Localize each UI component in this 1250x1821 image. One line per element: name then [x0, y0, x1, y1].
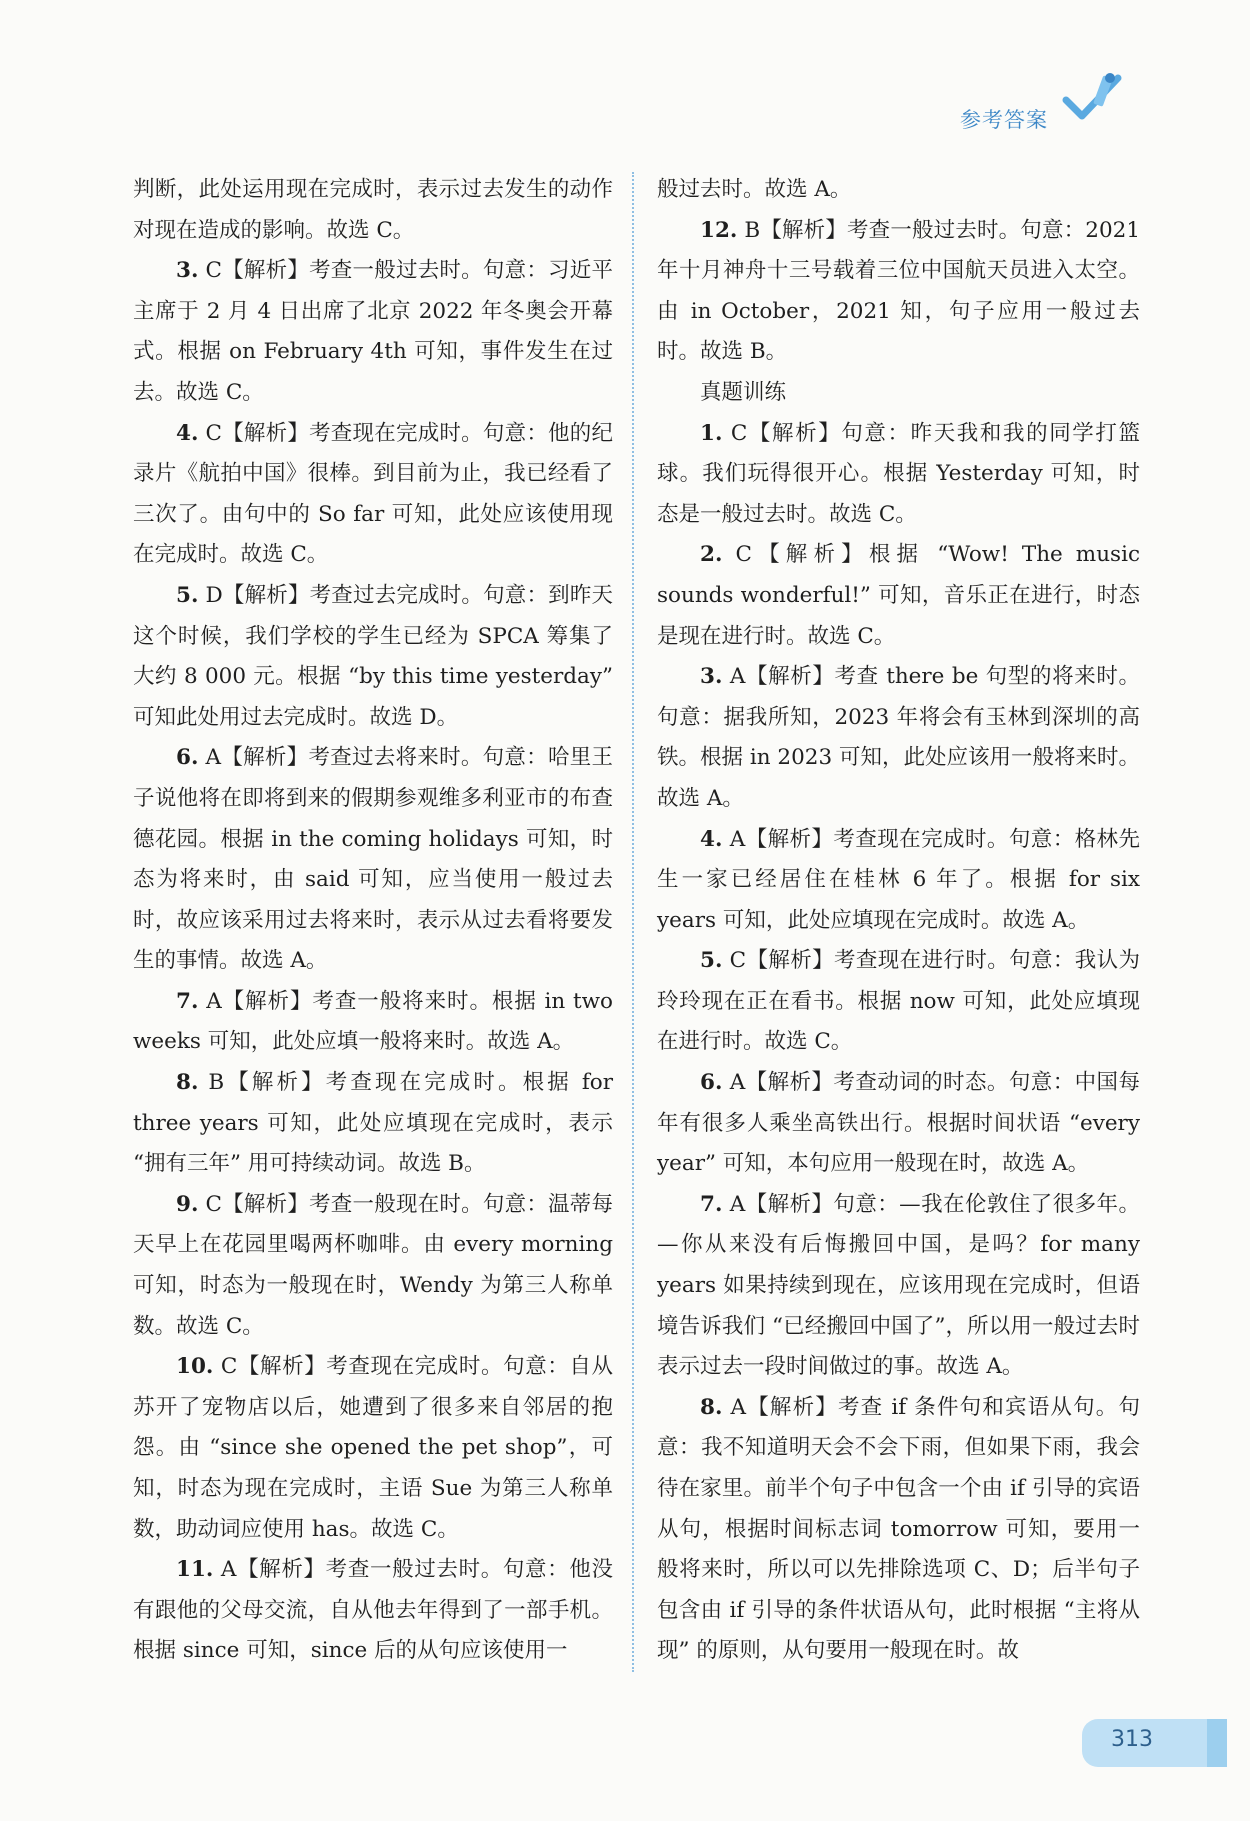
- page-number-tab-edge: [1207, 1719, 1227, 1767]
- left-column: [133, 170, 613, 1672]
- answer-paragraph: [133, 738, 613, 982]
- answer-paragraph: [657, 373, 1140, 414]
- question-number: 10.: [176, 1354, 214, 1380]
- question-number: 1.: [700, 420, 723, 446]
- answer-paragraph: [657, 414, 1140, 536]
- answer-text: D【解析】考查过去完成时。句意：到昨天这个时候，我们学校的学生已经为 SPCA 筹集了大约 8 000 元。根据 “by this time yesterday” 可知此处用过去完成时。故选 D。: [133, 582, 613, 730]
- answer-paragraph: [657, 1185, 1140, 1388]
- answer-text: C【解析】考查一般现在时。句意：温蒂每天早上在花园里喝两杯咖啡。由 every morning 可知，时态为一般现在时，Wendy 为第三人称单数。故选 C。: [133, 1191, 613, 1339]
- answer-text: A【解析】考查一般过去时。句意：他没有跟他的父母交流，自从他去年得到了一部手机。根据 since 可知，since 后的从句应该使用一: [133, 1557, 613, 1664]
- right-column: [657, 170, 1140, 1672]
- question-number: 7.: [176, 988, 199, 1014]
- answer-text: C【解析】句意：昨天我和我的同学打篮球。我们玩得很开心。根据 Yesterday 可知，时态是一般过去时。故选 C。: [657, 420, 1140, 527]
- answer-paragraph: [657, 657, 1140, 819]
- answer-paragraph: [657, 941, 1140, 1063]
- answer-text: C【解析】考查现在完成时。句意：自从苏开了宠物店以后，她遭到了很多来自邻居的抱怨。由 “since she opened the pet shop”，可知，时态为现在完成时，主语 Sue 为第三人称单数，助动词应使用 has。故选 C。: [133, 1354, 613, 1542]
- question-number: 4.: [176, 420, 199, 446]
- answer-text: C【解析】考查现在进行时。句意：我认为玲玲现在正在看书。根据 now 可知，此处应填现在进行时。故选 C。: [657, 948, 1140, 1055]
- answer-paragraph: [133, 1550, 613, 1672]
- answer-text: 般过去时。故选 A。: [657, 177, 852, 202]
- answer-text: C【解析】根据 “Wow! The music sounds wonderful!” 可知，音乐正在进行，时态是现在进行时。故选 C。: [657, 542, 1140, 649]
- answer-text: A【解析】句意：—我在伦敦住了很多年。—你从来没有后悔搬回中国，是吗？for many years 如果持续到现在，应该用现在完成时，但语境告诉我们 “已经搬回中国了”，所以用一般过去时表示过去一段时间做过的事。故选 A。: [657, 1191, 1140, 1380]
- question-number: 6.: [176, 745, 199, 771]
- question-number: 6.: [700, 1070, 723, 1096]
- answer-text: C【解析】考查现在完成时。句意：他的纪录片《航拍中国》很棒。到目前为止，我已经看了三次了。由句中的 So far 可知，此处应该使用现在完成时。故选 C。: [133, 420, 613, 568]
- answer-paragraph: [657, 1063, 1140, 1185]
- answer-paragraph: [657, 535, 1140, 657]
- answer-paragraph: [133, 251, 613, 413]
- question-number: 2.: [700, 542, 723, 568]
- pencil-check-icon: [1062, 70, 1124, 128]
- column-divider: [632, 172, 634, 1672]
- question-number: 5.: [700, 948, 723, 974]
- answer-text: 真题训练: [700, 379, 787, 405]
- answer-paragraph: [133, 414, 613, 576]
- answer-paragraph: [133, 1063, 613, 1185]
- question-number: 5.: [176, 582, 199, 608]
- answer-text: A【解析】考查一般将来时。根据 in two weeks 可知，此处应填一般将来时。故选 A。: [133, 988, 613, 1055]
- question-number: 4.: [700, 826, 723, 852]
- answer-paragraph: [657, 170, 1140, 211]
- answer-text: A【解析】考查 there be 句型的将来时。句意：据我所知，2023 年将会有玉林到深圳的高铁。根据 in 2023 可知，此处应该用一般将来时。故选 A。: [657, 664, 1140, 811]
- answer-paragraph: [133, 1185, 613, 1347]
- question-number: 3.: [700, 664, 723, 690]
- question-number: 8.: [176, 1070, 199, 1096]
- question-number: 3.: [176, 258, 199, 284]
- answer-text: B【解析】考查现在完成时。根据 for three years 可知，此处应填现在完成时，表示 “拥有三年” 用可持续动词。故选 B。: [133, 1070, 613, 1177]
- answer-paragraph: [133, 576, 613, 738]
- page-number: 313: [1111, 1727, 1153, 1752]
- answer-text: A【解析】考查动词的时态。句意：中国每年有很多人乘坐高铁出行。根据时间状语 “every year” 可知，本句应用一般现在时，故选 A。: [657, 1070, 1140, 1177]
- answer-paragraph: [133, 1347, 613, 1550]
- question-number: 11.: [176, 1557, 214, 1583]
- question-number: 12.: [700, 217, 738, 243]
- header-label: 参考答案: [960, 108, 1048, 132]
- answer-text: B【解析】考查一般过去时。句意：2021 年十月神舟十三号载着三位中国航天员进入太空。由 in October，2021 知，句子应用一般过去时。故选 B。: [657, 217, 1140, 365]
- answer-text: A【解析】考查过去将来时。句意：哈里王子说他将在即将到来的假期参观维多利亚市的布查德花园。根据 in the coming holidays 可知，时态为将来时，由 said 可知，应当使用一般过去时，故应该采用过去将来时，表示从过去看将要发生的事情。故选 A。: [133, 745, 613, 974]
- question-number: 7.: [700, 1191, 723, 1217]
- question-number: 8.: [700, 1394, 723, 1420]
- question-number: 9.: [176, 1191, 199, 1217]
- answer-text: C【解析】考查一般过去时。句意：习近平主席于 2 月 4 日出席了北京 2022 年冬奥会开幕式。根据 on February 4th 可知，事件发生在过去。故选 C。: [133, 258, 613, 405]
- answer-text: A【解析】考查 if 条件句和宾语从句。句意：我不知道明天会不会下雨，但如果下雨，我会待在家里。前半个句子中包含一个由 if 引导的宾语从句，根据时间标志词 tomorrow 可知，要用一般将来时，所以可以先排除选项 C、D；后半句子包含由 if 引导的条件状语从句，此时根据 “主将从现” 的原则，从句要用一般现在时。故: [657, 1394, 1140, 1664]
- answer-paragraph: [657, 211, 1140, 373]
- answer-text: A【解析】考查现在完成时。句意：格林先生一家已经居住在桂林 6 年了。根据 for six years 可知，此处应填现在完成时。故选 A。: [657, 826, 1140, 933]
- answer-paragraph: [133, 982, 613, 1063]
- answer-paragraph: [657, 820, 1140, 942]
- answer-paragraph: [657, 1388, 1140, 1672]
- answer-text: 判断，此处运用现在完成时，表示过去发生的动作对现在造成的影响。故选 C。: [133, 177, 613, 243]
- answer-paragraph: [133, 170, 613, 251]
